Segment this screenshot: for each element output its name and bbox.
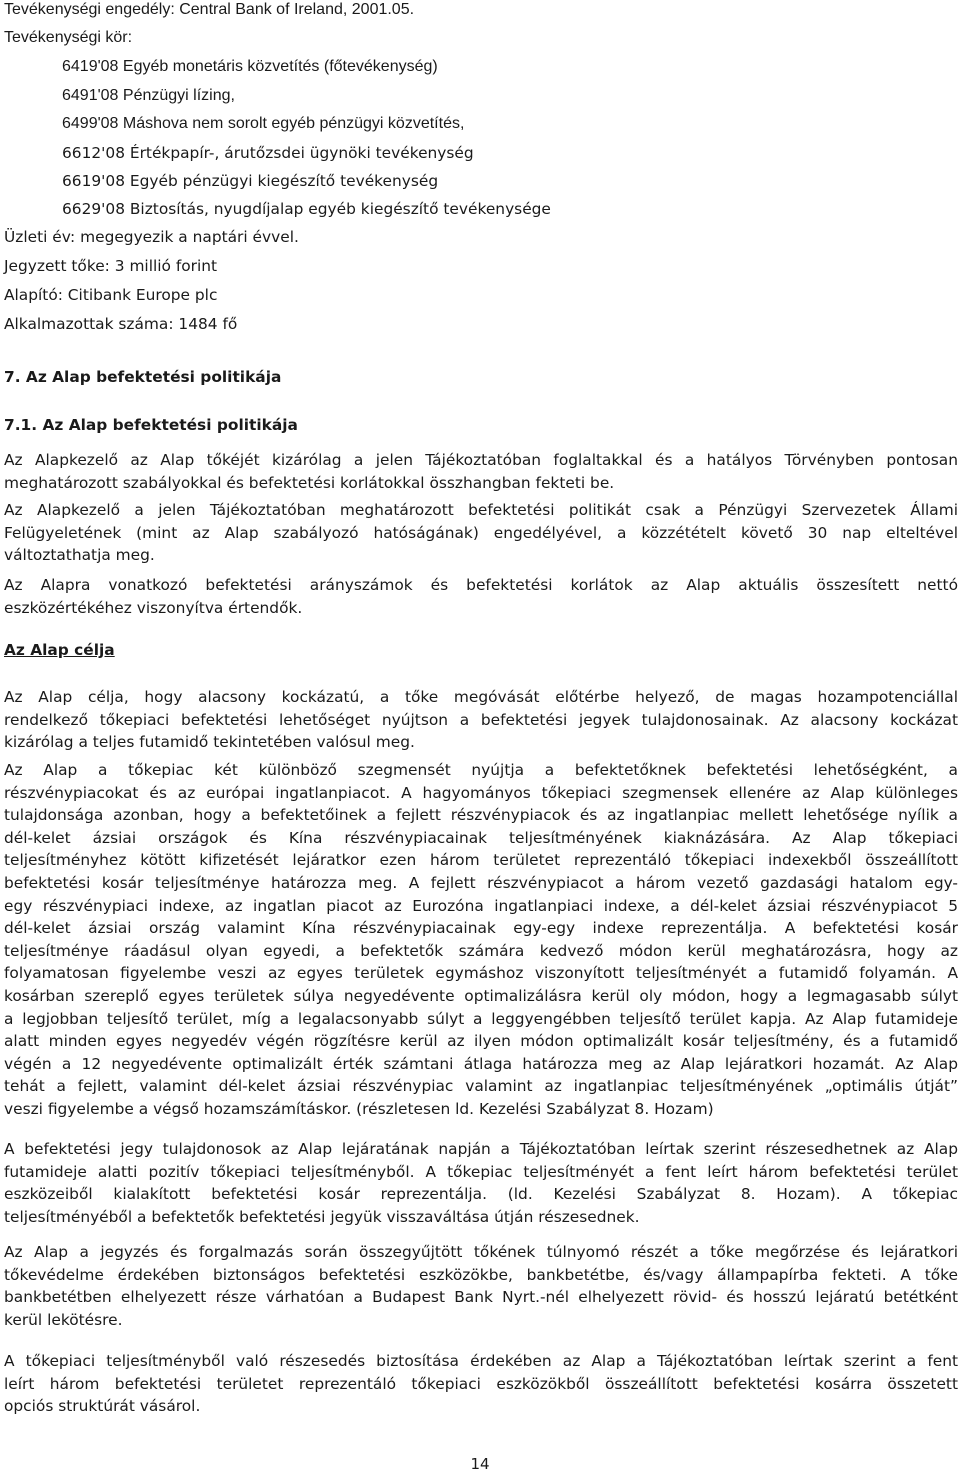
paragraph-line: Az Alap célja, hogy alacsony kockázatú, a tőke megóvását előtérbe helyező, de magas hozampotenciállal <box>4 688 958 706</box>
paragraph-line: bankbetétben elhelyezett része várhatóan a Budapest Bank Nyrt.-nél elhelyezett rövid- és hosszú lejáratú betétként <box>4 1288 958 1307</box>
paragraph-line: alatt minden egyes negyedév végén rögzítésre kerül az ilyen módon optimalizált kosár teljesítmény, és a futamidő <box>4 1032 958 1051</box>
paragraph-line: teljesítményhez kötött kifizetését lejáratkor ezen három területet reprezentáló tőkepiaci indexekből összeállított <box>4 851 958 870</box>
scope-label: Tevékenységi kör: <box>4 29 133 46</box>
paragraph-line: kerül lekötésre. <box>4 1310 123 1329</box>
paragraph-line: egy részvénypiaci indexe, az ingatlan piacot az Eurozóna ingatlanpiaci indexe, a dél-kelet ázsiai részvénypiacot 5 <box>4 896 958 915</box>
activity-item: 6499'08 Máshova nem sorolt egyéb pénzügyi közvetítés, <box>62 115 465 132</box>
paragraph-line: Az Alapra vonatkozó befektetési arányszámok és befektetési korlátok az Alap aktuális összesített nettó <box>4 576 958 594</box>
paragraph-line: dél-kelet ázsiai ország valamint Kína részvénypiacainak egy-egy indexe reprezentálja. A befektetési kosár <box>4 919 958 938</box>
paragraph-line: eszközeiből kialakított befektetési kosár reprezentálja. (ld. Kezelési Szabályzat 8. Hozam). A tőkepiac <box>4 1185 958 1204</box>
paragraph-line: változtathatja meg. <box>4 546 155 565</box>
activity-item: 6491'08 Pénzügyi lízing, <box>62 87 235 104</box>
paragraph-line: teljesítménye ráadásul olyan egyedi, a befektetők számára kedvező módon kerül meghatározásra, hogy az <box>4 941 958 960</box>
goal-heading: Az Alap célja <box>4 641 115 659</box>
page-number: 14 <box>470 1455 490 1473</box>
paragraph-line: Az Alapkezelő az Alap tőkéjét kizárólag a jelen Tájékoztatóban foglaltakkal és a hatályos Törvényben pontosan <box>4 451 958 469</box>
paragraph-line: leírt három befektetési területet reprezentáló tőkepiaci eszközökből összeállított befektetési kosárra összetett <box>4 1374 958 1393</box>
paragraph-line: Az Alap a tőkepiac két különböző szegmensét nyújtja a befektetőknek befektetési lehetőségként, a <box>4 761 958 779</box>
paragraph-line: tőkevédelme érdekében biztonságos befektetési eszközökbe, bankbetétbe, és/vagy állampapírba fekteti. A tőke <box>4 1265 958 1284</box>
employee-count: Alkalmazottak száma: 1484 fő <box>4 315 238 333</box>
paragraph-line: dél-kelet ázsiai országok és Kína részvénypiacainak teljesítményének kiaknázására. Az Alap tőkepiaci <box>4 828 958 847</box>
paragraph-8 <box>4 1350 958 1418</box>
paragraph-line: meghatározott szabályokkal és befektetési korlátokkal összhangban fekteti be. <box>4 473 615 492</box>
paragraph-line: tulajdonsága azonban, hogy a befektetőinek a fejlett részvénypiacok és az ingatlanpiac mellett lehetősége nyílik a <box>4 806 958 825</box>
paragraph-line: folyamatosan figyelembe veszi az egyes területek egymáshoz viszonyított teljesítményét a futamidő folyamán. A <box>4 964 958 983</box>
paragraph-2 <box>4 499 958 567</box>
activity-item: 6419'08 Egyéb monetáris közvetítés (főtevékenység) <box>62 58 438 75</box>
activity-item: 6619'08 Egyéb pénzügyi kiegészítő tevékenység <box>62 172 439 190</box>
activity-item: 6629'08 Biztosítás, nyugdíjalap egyéb kiegészítő tevékenysége <box>62 200 551 218</box>
paragraph-line: végén a 12 negyedévente optimalizált érték számtani átlaga határozza meg az Alap lejáratkori hozamát. Az Alap <box>4 1054 958 1073</box>
paragraph-line: opciós struktúrát vásárol. <box>4 1397 201 1416</box>
paragraph-4 <box>4 686 958 754</box>
paragraph-line: kizárólag a teljes futamidő tekintetében valósul meg. <box>4 733 415 752</box>
paragraph-1 <box>4 449 958 494</box>
paragraph-line: a legjobban teljesítő terület, míg a legalacsonyabb súlyt a leggyengébben teljesítő terület kapja. Az Alap futamideje <box>4 1009 958 1028</box>
license-line: Tevékenységi engedély: Central Bank of Ireland, 2001.05. <box>4 1 415 18</box>
paragraph-7 <box>4 1241 958 1331</box>
paragraph-line: eszközértékéhez viszonyítva értendők. <box>4 598 303 617</box>
paragraph-line: A tőkepiaci teljesítményből való részesedés biztosítása érdekében az Alap a Tájékoztatóban leírtak szerint a fent <box>4 1352 958 1370</box>
section-heading: 7. Az Alap befektetési politikája <box>4 368 282 386</box>
registered-capital: Jegyzett tőke: 3 millió forint <box>4 257 218 275</box>
paragraph-line: futamideje alatti pozitív tőkepiaci teljesítményből. A tőkepiac teljesítményét a fent leírt három befektetési terület <box>4 1162 958 1181</box>
paragraph-line: A befektetési jegy tulajdonosok az Alap lejáratának napján a Tájékoztatóban leírtak szerint részesedhetnek az Alap <box>4 1140 958 1158</box>
paragraph-line: kosárban szereplő egyes területek súlya negyedévente optimalizálásra kerül oly módon, hogy a legmagasabb súlyt <box>4 986 958 1005</box>
paragraph-line: Az Alap a jegyzés és forgalmazás során összegyűjtött tőkének túlnyomó részét a tőke megőrzése és lejáratkori <box>4 1243 958 1261</box>
paragraph-line: befektetési kosár teljesítménye határozza meg. A fejlett részvénypiacot a három vezető gazdasági hatalom egy- <box>4 873 958 892</box>
paragraph-line: rendelkező tőkepiaci befektetési lehetőséget nyújtson a befektetési jegyek tulajdonosainak. Az alacsony kockázat <box>4 710 958 729</box>
paragraph-line: teljesítményéből a befektetők befektetési jegyük visszaváltása útján részesednek. <box>4 1207 640 1226</box>
business-year: Üzleti év: megegyezik a naptári évvel. <box>4 228 299 246</box>
paragraph-line: veszi figyelembe a végső hozamszámításkor. (részletesen ld. Kezelési Szabályzat 8. Hozam) <box>4 1099 714 1118</box>
paragraph-6 <box>4 1138 958 1228</box>
founder: Alapító: Citibank Europe plc <box>4 286 218 304</box>
paragraph-line: Felügyeletének (mint az Alap szabályozó hatóságának) engedélyével, a közzétételt követő 30 nap elteltével <box>4 523 958 542</box>
activity-item: 6612'08 Értékpapír-, árutőzsdei ügynöki tevékenység <box>62 144 474 162</box>
section-subheading: 7.1. Az Alap befektetési politikája <box>4 416 298 434</box>
paragraph-3 <box>4 574 958 619</box>
paragraph-line: tehát a fejlett, valamint dél-kelet ázsiai részvénypiac valamint az ingatlanpiac teljesítményének „optimális útját” <box>4 1077 958 1096</box>
paragraph-5 <box>4 759 958 1121</box>
paragraph-line: részvénypiacokat és az európai ingatlanpiacot. A hagyományos tőkepiaci szegmensek ellenére az Alap különleges <box>4 783 958 802</box>
paragraph-line: Az Alapkezelő a jelen Tájékoztatóban meghatározott befektetési politikát csak a Pénzügyi Szervezetek Állami <box>4 501 958 519</box>
